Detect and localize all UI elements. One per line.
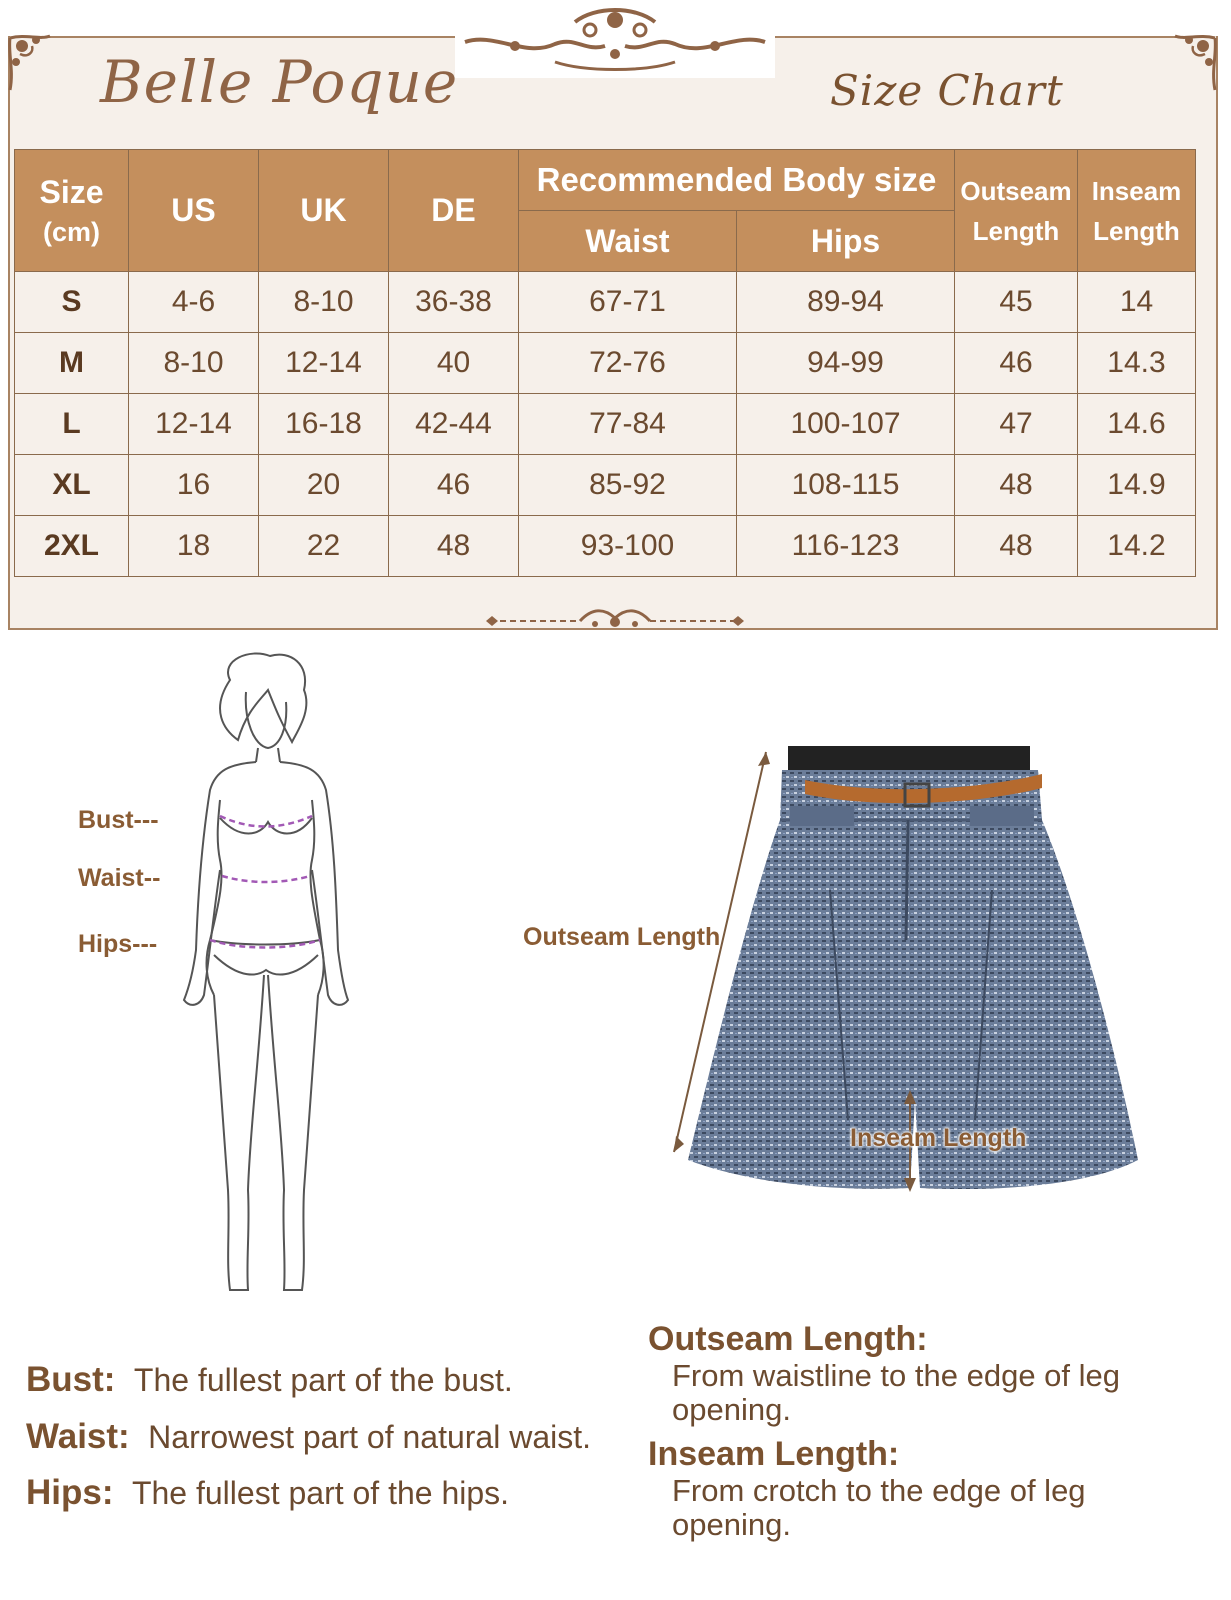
uk-cell: 16-18	[259, 394, 389, 455]
definition-hips-term: Hips:	[26, 1473, 114, 1512]
definition-outseam	[648, 1320, 1208, 1427]
definition-hips	[26, 1473, 509, 1513]
waist-cell: 77-84	[519, 394, 737, 455]
chart-title: Size Chart	[830, 66, 1064, 115]
hips-cell: 116-123	[737, 516, 955, 577]
hips-cell: 108-115	[737, 455, 955, 516]
header-recommended-body-size: Recommended Body size	[519, 150, 955, 211]
header-us: US	[129, 150, 259, 272]
definition-outseam-text: From waistline to the edge of leg opening.	[672, 1358, 1121, 1427]
outseam-cell: 48	[955, 455, 1078, 516]
bottom-flourish-ornament-icon	[480, 606, 750, 636]
shorts-label-outseam: Outseam Length	[523, 923, 721, 951]
size-cell: XL	[15, 455, 129, 516]
uk-cell: 12-14	[259, 333, 389, 394]
waist-cell: 67-71	[519, 272, 737, 333]
definition-hips-text: The fullest part of the hips.	[131, 1475, 510, 1511]
de-cell: 48	[389, 516, 519, 577]
inseam-cell: 14.2	[1078, 516, 1196, 577]
de-cell: 46	[389, 455, 519, 516]
definition-inseam-term: Inseam Length:	[648, 1435, 900, 1473]
figure-label-bust: Bust---	[78, 806, 159, 834]
definition-waist-term: Waist:	[26, 1417, 130, 1456]
header-size	[15, 150, 129, 272]
uk-cell: 22	[259, 516, 389, 577]
header-uk: UK	[259, 150, 389, 272]
us-cell: 12-14	[129, 394, 259, 455]
size-cell: S	[15, 272, 129, 333]
table-row	[15, 272, 1196, 333]
de-cell: 36-38	[389, 272, 519, 333]
definition-bust-term: Bust:	[26, 1360, 116, 1399]
waist-cell: 85-92	[519, 455, 737, 516]
definition-outseam-term: Outseam Length:	[648, 1320, 928, 1358]
us-cell: 4-6	[129, 272, 259, 333]
figure-label-hips: Hips---	[78, 930, 158, 958]
table-row	[15, 516, 1196, 577]
uk-cell: 8-10	[259, 272, 389, 333]
table-row	[15, 455, 1196, 516]
table-row	[15, 394, 1196, 455]
inseam-cell: 14	[1078, 272, 1196, 333]
shorts-label-inseam: Inseam Length	[850, 1124, 1027, 1152]
header-size-label: Size	[39, 173, 104, 210]
definition-waist-text: Narrowest part of natural waist.	[148, 1419, 591, 1455]
inseam-cell: 14.3	[1078, 333, 1196, 394]
us-cell: 18	[129, 516, 259, 577]
figure-label-waist: Waist--	[78, 864, 161, 892]
header-outseam-line1: Outseam	[960, 175, 1072, 206]
definition-bust	[26, 1360, 513, 1400]
us-cell: 16	[129, 455, 259, 516]
outseam-cell: 47	[955, 394, 1078, 455]
inseam-cell: 14.6	[1078, 394, 1196, 455]
header-de: DE	[389, 150, 519, 272]
size-cell: M	[15, 333, 129, 394]
header-outseam-line2: Length	[972, 215, 1060, 246]
header-inseam-line2: Length	[1093, 215, 1180, 246]
outseam-cell: 45	[955, 272, 1078, 333]
hips-cell: 100-107	[737, 394, 955, 455]
body-figure-illustration	[180, 650, 350, 1295]
us-cell: 8-10	[129, 333, 259, 394]
outseam-cell: 48	[955, 516, 1078, 577]
definition-bust-text: The fullest part of the bust.	[133, 1362, 513, 1398]
brand-logo: Belle Poque	[100, 48, 459, 116]
de-cell: 40	[389, 333, 519, 394]
outseam-cell: 46	[955, 333, 1078, 394]
waist-cell: 93-100	[519, 516, 737, 577]
definition-waist	[26, 1417, 591, 1457]
size-cell: L	[15, 394, 129, 455]
definition-inseam-text: From crotch to the edge of leg opening.	[672, 1473, 1086, 1542]
top-flourish-ornament-icon	[455, 2, 775, 78]
hips-cell: 94-99	[737, 333, 955, 394]
definition-inseam	[648, 1435, 1208, 1542]
corner-ornament-right-icon	[1159, 30, 1219, 100]
header-size-unit: (cm)	[42, 216, 100, 247]
inseam-cell: 14.9	[1078, 455, 1196, 516]
size-table	[14, 149, 1196, 577]
hips-cell: 89-94	[737, 272, 955, 333]
header-inseam-line1: Inseam	[1091, 175, 1182, 206]
header-waist: Waist	[519, 211, 737, 272]
header-outseam-length	[955, 150, 1078, 272]
corner-ornament-left-icon	[6, 30, 66, 100]
table-row	[15, 333, 1196, 394]
header-inseam-length	[1078, 150, 1196, 272]
size-cell: 2XL	[15, 516, 129, 577]
uk-cell: 20	[259, 455, 389, 516]
waist-cell: 72-76	[519, 333, 737, 394]
de-cell: 42-44	[389, 394, 519, 455]
header-hips: Hips	[737, 211, 955, 272]
